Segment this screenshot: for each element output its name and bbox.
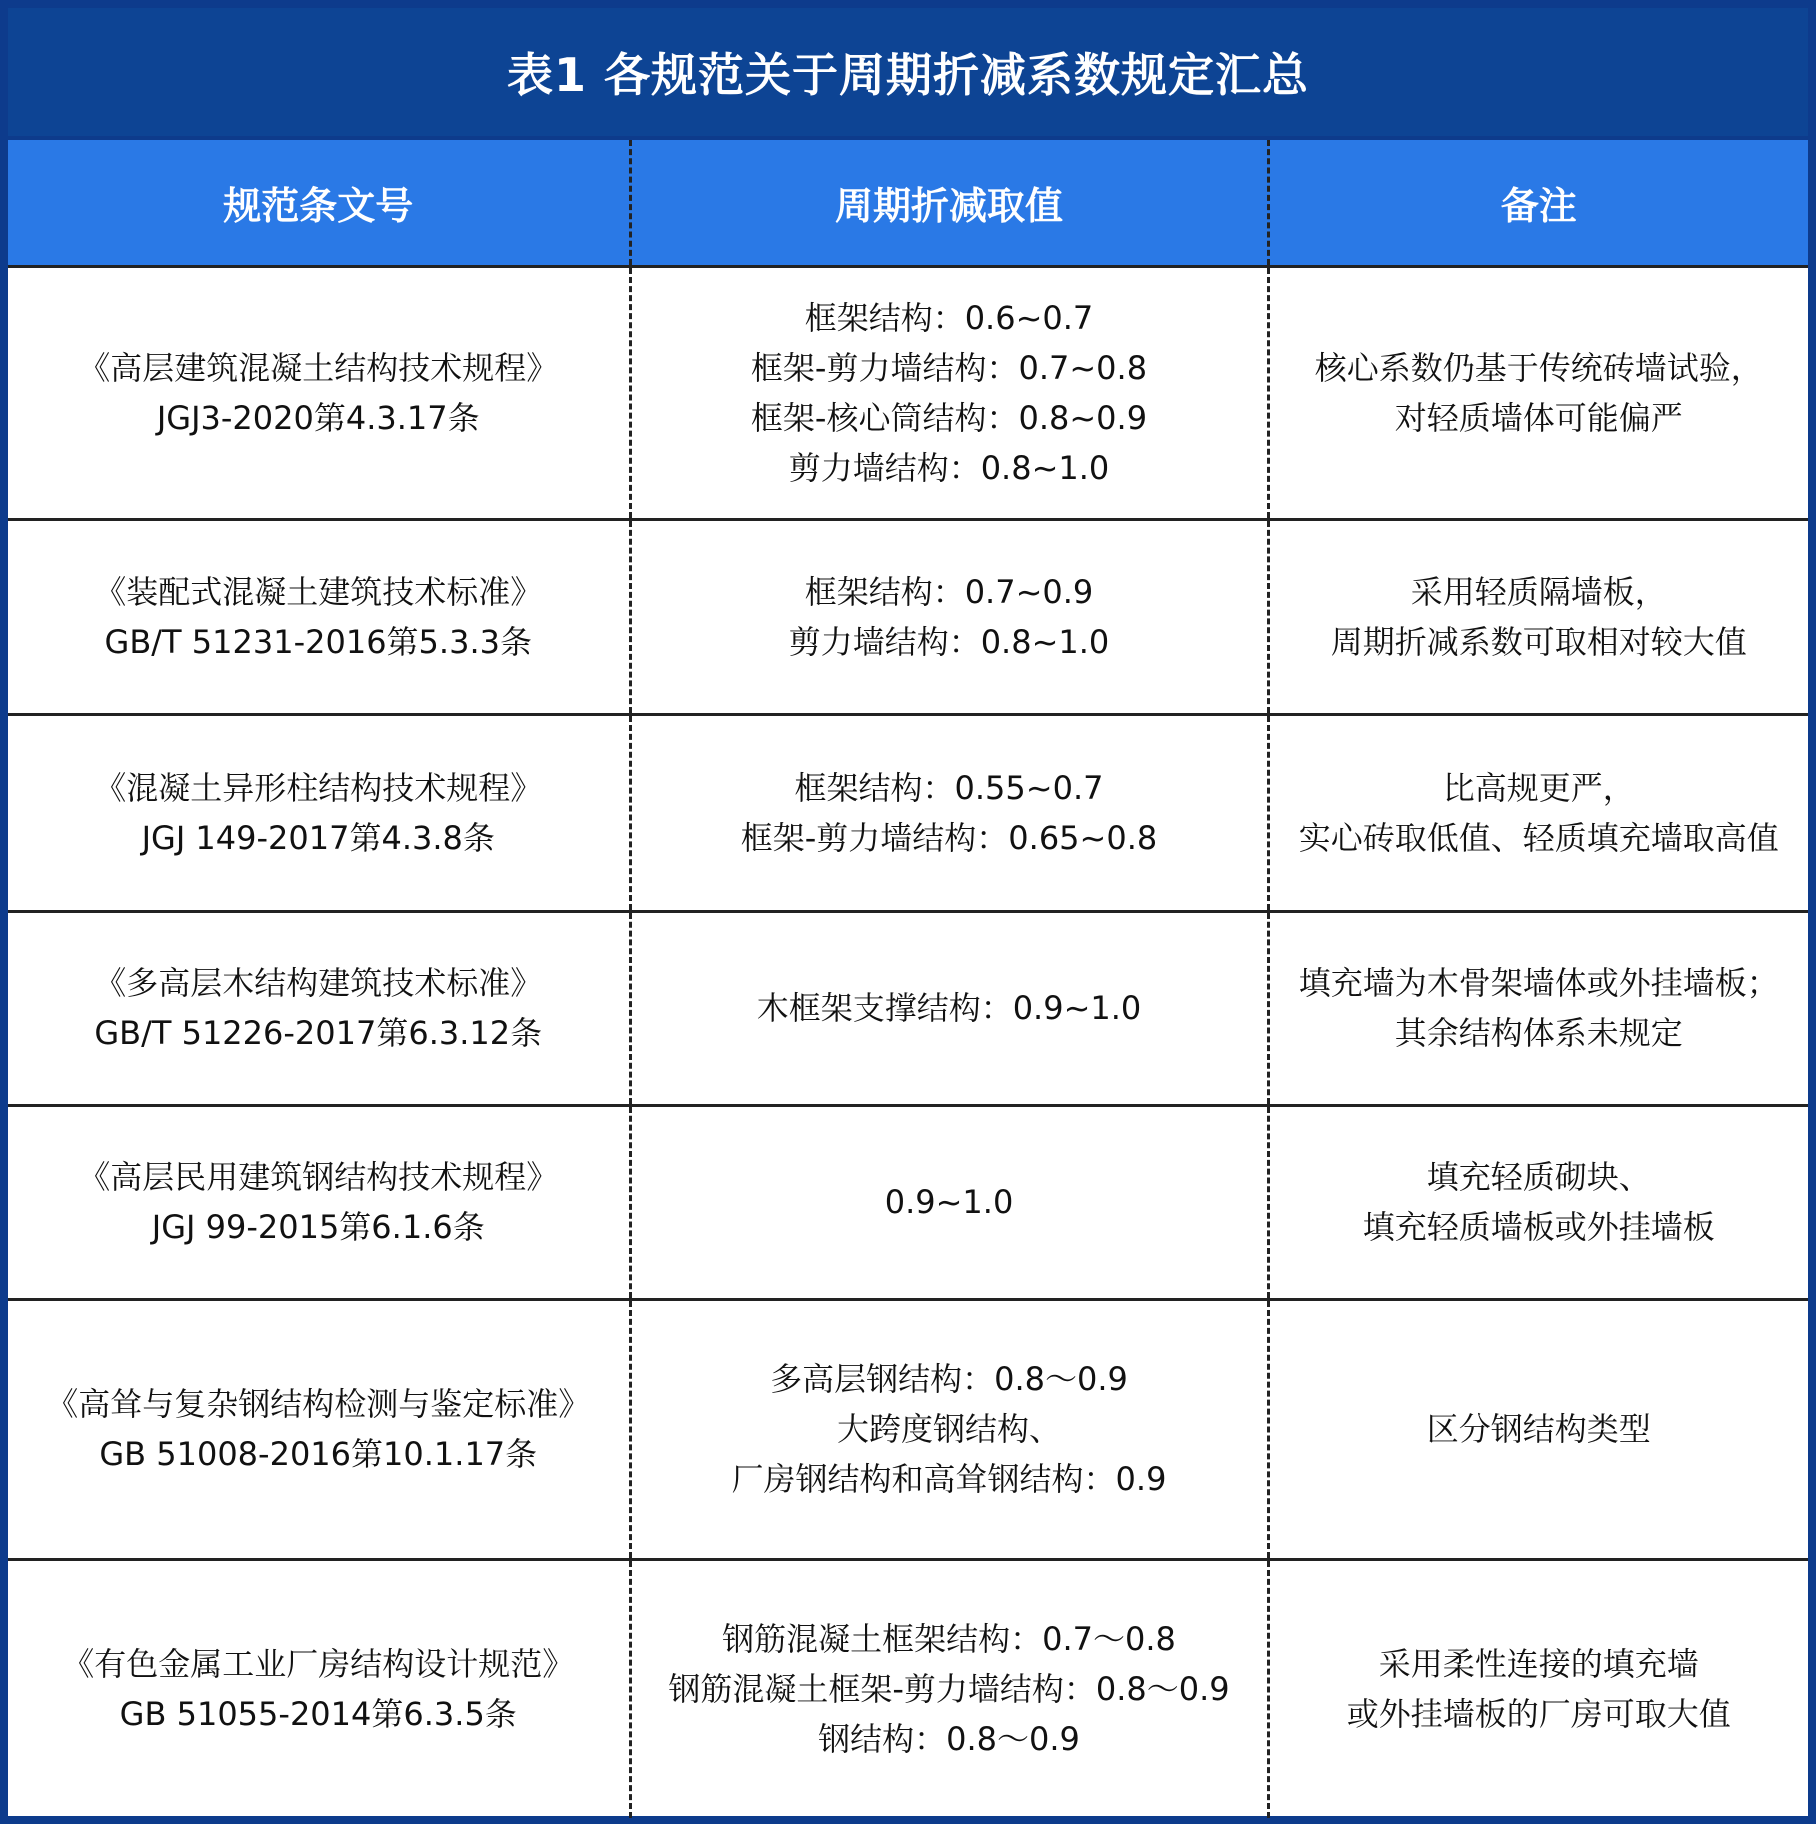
code-line: 《有色金属工业厂房结构设计规范》: [62, 1645, 575, 1684]
code-line: GB 51055-2014第6.3.5条: [119, 1695, 517, 1734]
code-line: 《多高层木结构建筑技术标准》: [94, 964, 543, 1002]
code-cell: [8, 519, 630, 714]
code-line: GB 51008-2016第10.1.17条: [99, 1435, 538, 1473]
note-line: 填充轻质墙板或外挂墙板: [1362, 1208, 1715, 1246]
note-cell: [1268, 519, 1808, 714]
header-code: 规范条文号: [8, 138, 630, 266]
value-line: 剪力墙结构：0.8~1.0: [788, 622, 1110, 661]
table-row: [8, 1105, 1808, 1299]
code-line: JGJ 99-2015第6.1.6条: [151, 1208, 485, 1246]
code-line: JGJ3-2020第4.3.17条: [156, 398, 480, 437]
note-line: 比高规更严，: [1442, 768, 1635, 807]
values-cell: [630, 519, 1268, 714]
note-cell: [1268, 911, 1808, 1105]
table-row: [8, 1299, 1808, 1559]
value-line: 框架结构：0.7~0.9: [804, 572, 1094, 611]
value-line: 厂房钢结构和高耸钢结构：0.9: [731, 1460, 1167, 1498]
code-cell: [8, 266, 630, 519]
values-cell: [630, 266, 1268, 519]
note-cell: [1268, 714, 1808, 911]
code-line: GB/T 51226-2017第6.3.12条: [94, 1014, 543, 1052]
code-line: 《高层民用建筑钢结构技术规程》: [78, 1158, 559, 1196]
value-line: 框架结构：0.6~0.7: [804, 298, 1094, 337]
code-line: 《高层建筑混凝土结构技术规程》: [78, 348, 559, 387]
note-line: 区分钢结构类型: [1426, 1410, 1651, 1448]
note-line: 周期折减系数可取相对较大值: [1330, 622, 1747, 661]
table-row: [8, 1559, 1808, 1818]
header-values: 周期折减取值: [630, 138, 1268, 266]
code-line: GB/T 51231-2016第5.3.3条: [104, 622, 532, 661]
value-line: 大跨度钢结构、: [836, 1410, 1061, 1448]
value-line: 多高层钢结构：0.8～0.9: [770, 1360, 1128, 1398]
values-cell: [630, 714, 1268, 911]
note-cell: [1268, 1559, 1808, 1818]
value-line: 框架-剪力墙结构：0.65~0.8: [740, 818, 1158, 857]
note-line: 对轻质墙体可能偏严: [1394, 398, 1683, 437]
header-row: [8, 138, 1808, 266]
value-line: 0.9~1.0: [884, 1183, 1014, 1221]
note-line: 采用轻质隔墙板，: [1410, 572, 1667, 611]
value-line: 钢筋混凝土框架-剪力墙结构：0.8～0.9: [668, 1670, 1230, 1709]
value-line: 框架-核心筒结构：0.8~0.9: [750, 398, 1148, 437]
value-line: 框架-剪力墙结构：0.7~0.8: [750, 348, 1148, 387]
value-line: 木框架支撑结构：0.9~1.0: [756, 989, 1142, 1027]
note-line: 实心砖取低值、轻质填充墙取高值: [1298, 818, 1779, 857]
value-line: 剪力墙结构：0.8~1.0: [788, 448, 1110, 487]
note-line: 核心系数仍基于传统砖墙试验，: [1314, 348, 1763, 387]
values-cell: [630, 1299, 1268, 1559]
note-line: 采用柔性连接的填充墙: [1378, 1645, 1699, 1684]
note-cell: [1268, 266, 1808, 519]
code-line: 《混凝土异形柱结构技术规程》: [94, 768, 543, 807]
values-cell: [630, 911, 1268, 1105]
code-cell: [8, 911, 630, 1105]
code-cell: [8, 1299, 630, 1559]
code-cell: [8, 1559, 630, 1818]
note-line: 填充墙为木骨架墙体或外挂墙板；: [1298, 964, 1779, 1002]
table-row: [8, 714, 1808, 911]
values-cell: [630, 1559, 1268, 1818]
code-cell: [8, 714, 630, 911]
code-line: 《高耸与复杂钢结构检测与鉴定标准》: [46, 1385, 591, 1423]
header-note: 备注: [1268, 138, 1808, 266]
table-row: [8, 911, 1808, 1105]
table-row: [8, 266, 1808, 519]
values-cell: [630, 1105, 1268, 1299]
note-line: 或外挂墙板的厂房可取大值: [1346, 1695, 1731, 1734]
table-title: 表1 各规范关于周期折减系数规定汇总: [8, 8, 1808, 136]
note-line: 其余结构体系未规定: [1394, 1014, 1683, 1052]
regulations-table: [8, 136, 1808, 1818]
note-line: 填充轻质砌块、: [1426, 1158, 1651, 1196]
code-line: 《装配式混凝土建筑技术标准》: [94, 572, 543, 611]
value-line: 钢筋混凝土框架结构：0.7～0.8: [722, 1620, 1176, 1659]
code-line: JGJ 149-2017第4.3.8条: [141, 818, 495, 857]
value-line: 钢结构：0.8～0.9: [818, 1720, 1080, 1759]
table-row: [8, 519, 1808, 714]
value-line: 框架结构：0.55~0.7: [794, 768, 1104, 807]
note-cell: [1268, 1105, 1808, 1299]
note-cell: [1268, 1299, 1808, 1559]
code-cell: [8, 1105, 630, 1299]
